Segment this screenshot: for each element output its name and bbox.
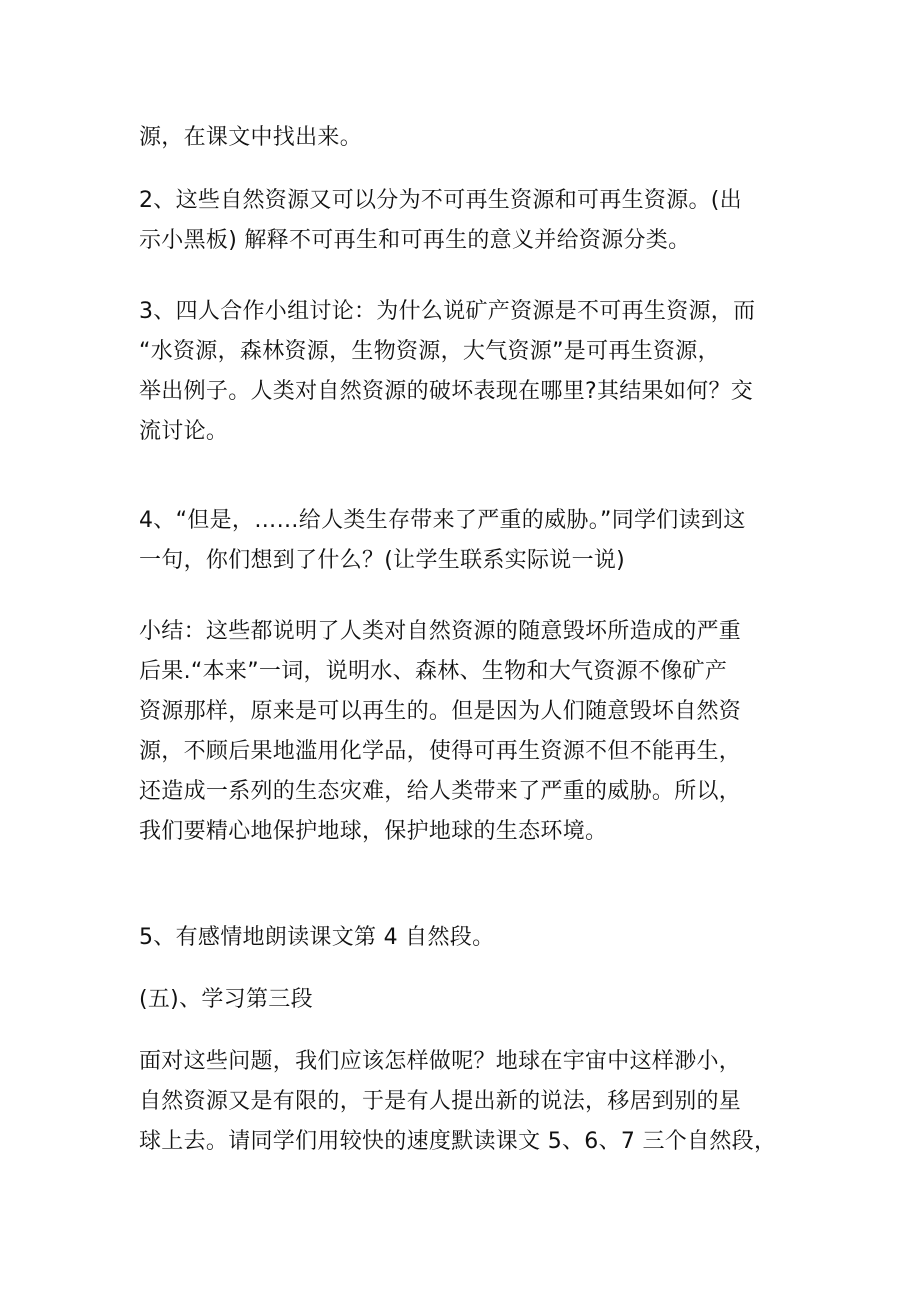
text-line: 举出例子。人类对自然资源的破坏表现在哪里?其结果如何？交 (139, 379, 754, 404)
paragraph-continuation (139, 118, 799, 158)
text-line: 我们要精心地保护地球，保护地球的生态环境。 (139, 819, 608, 844)
text-line: 源，在课文中找出来。 (139, 125, 363, 150)
section-heading (139, 980, 799, 1020)
text-line: 球上去。请同学们用较快的速度默读课文 5、6、7 三个自然段， (139, 1129, 777, 1154)
text-line: 面对这些问题，我们应该怎样做呢？地球在宇宙中这样渺小， (139, 1049, 742, 1074)
text-line: (五)、学习第三段 (139, 987, 313, 1012)
text-line: 流讨论。 (139, 419, 229, 444)
text-line: 4、“但是，……给人类生存带来了严重的威胁。”同学们读到这 (139, 508, 746, 533)
text-line: 资源那样，原来是可以再生的。但是因为人们随意毁坏自然资 (139, 699, 742, 724)
text-line: 小结：这些都说明了人类对自然资源的随意毁坏所造成的严重 (139, 619, 742, 644)
text-line: 后果.“本来”一词，说明水、森林、生物和大气资源不像矿产 (139, 659, 728, 684)
text-line: 3、四人合作小组讨论：为什么说矿产资源是不可再生资源，而 (139, 299, 756, 324)
text-line: “水资源，森林资源，生物资源，大气资源”是可再生资源， (139, 339, 720, 364)
paragraph-item-4 (139, 501, 799, 581)
paragraph-item-5 (139, 918, 799, 958)
text-line: 源，不顾后果地滥用化学品，使得可再生资源不但不能再生， (139, 739, 742, 764)
paragraph-summary (139, 612, 799, 852)
paragraph-item-2 (139, 181, 799, 261)
text-line: 5、有感情地朗读课文第 4 自然段。 (139, 925, 495, 950)
text-line: 自然资源又是有限的，于是有人提出新的说法，移居到别的星 (139, 1089, 742, 1114)
text-line: 2、这些自然资源又可以分为不可再生资源和可再生资源。(出 (139, 188, 742, 213)
text-line: 示小黑板) 解释不可再生和可再生的意义并给资源分类。 (139, 228, 691, 253)
text-line: 一句，你们想到了什么？(让学生联系实际说一说) (139, 548, 626, 573)
text-line: 还造成一系列的生态灾难，给人类带来了严重的威胁。所以， (139, 779, 742, 804)
paragraph-body (139, 1042, 799, 1162)
paragraph-item-3 (139, 292, 799, 452)
